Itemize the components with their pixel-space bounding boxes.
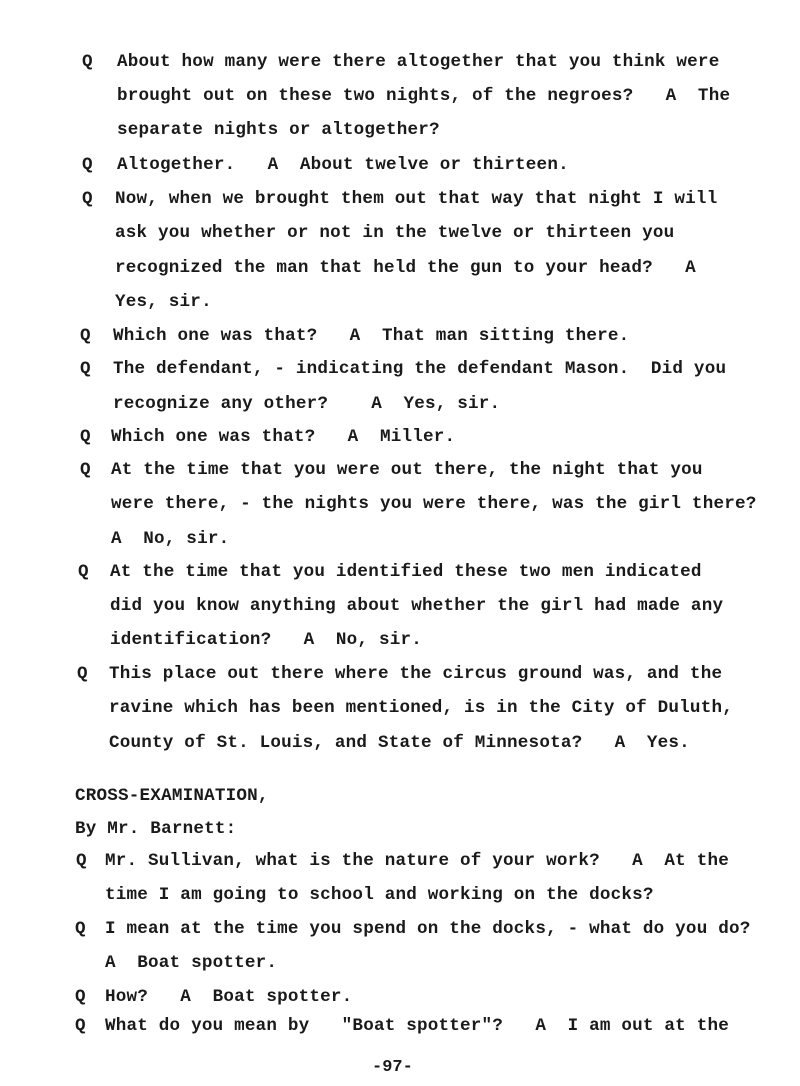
transcript-line: Altogether. A About twelve or thirteen. <box>117 155 569 175</box>
transcript-line: Yes, sir. <box>115 292 212 312</box>
speaker-marker: Q <box>80 359 91 379</box>
transcript-line: time I am going to school and working on the docks? <box>105 885 654 905</box>
transcript-line: Mr. Sullivan, what is the nature of your work? A At the <box>105 851 729 871</box>
examiner-line: By Mr. Barnett: <box>75 819 237 839</box>
transcript-line: Which one was that? A Miller. <box>111 427 456 447</box>
transcript-line: At the time that you were out there, the night that you <box>111 460 703 480</box>
speaker-marker: Q <box>82 52 93 72</box>
transcript-line: Which one was that? A That man sitting there. <box>113 326 630 346</box>
transcript-line: A No, sir. <box>111 529 230 549</box>
speaker-marker: Q <box>75 1016 86 1036</box>
transcript-line: recognize any other? A Yes, sir. <box>113 394 501 414</box>
transcript-line: identification? A No, sir. <box>110 630 422 650</box>
page-number: -97- <box>372 1058 413 1077</box>
speaker-marker: Q <box>75 987 86 1007</box>
transcript-line: did you know anything about whether the girl had made any <box>110 596 724 616</box>
section-heading: CROSS-EXAMINATION, <box>75 786 269 806</box>
transcript-line: The defendant, - indicating the defendant Mason. Did you <box>113 359 727 379</box>
speaker-marker: Q <box>82 189 93 209</box>
transcript-line: I mean at the time you spend on the docks, - what do you do? <box>105 919 751 939</box>
transcript-line: This place out there where the circus ground was, and the <box>109 664 723 684</box>
transcript-line: What do you mean by "Boat spotter"? A I am out at the <box>105 1016 729 1036</box>
transcript-line: A Boat spotter. <box>105 953 278 973</box>
transcript-line: separate nights or altogether? <box>117 120 440 140</box>
speaker-marker: Q <box>76 851 87 871</box>
transcript-line: County of St. Louis, and State of Minnesota? A Yes. <box>109 733 690 753</box>
transcript-line: About how many were there altogether that you think were <box>117 52 720 72</box>
transcript-line: Now, when we brought them out that way that night I will <box>115 189 718 209</box>
speaker-marker: Q <box>78 562 89 582</box>
speaker-marker: Q <box>80 326 91 346</box>
transcript-line: recognized the man that held the gun to your head? A <box>115 258 696 278</box>
speaker-marker: Q <box>75 919 86 939</box>
speaker-marker: Q <box>82 155 93 175</box>
transcript-line: At the time that you identified these two men indicated <box>110 562 702 582</box>
transcript-line: brought out on these two nights, of the negroes? A The <box>117 86 731 106</box>
speaker-marker: Q <box>80 427 91 447</box>
transcript-line: ravine which has been mentioned, is in the City of Duluth, <box>109 698 733 718</box>
transcript-line: were there, - the nights you were there, was the girl there? <box>111 494 757 514</box>
transcript-line: How? A Boat spotter. <box>105 987 353 1007</box>
speaker-marker: Q <box>80 460 91 480</box>
transcript-line: ask you whether or not in the twelve or thirteen you <box>115 223 675 243</box>
speaker-marker: Q <box>77 664 88 684</box>
